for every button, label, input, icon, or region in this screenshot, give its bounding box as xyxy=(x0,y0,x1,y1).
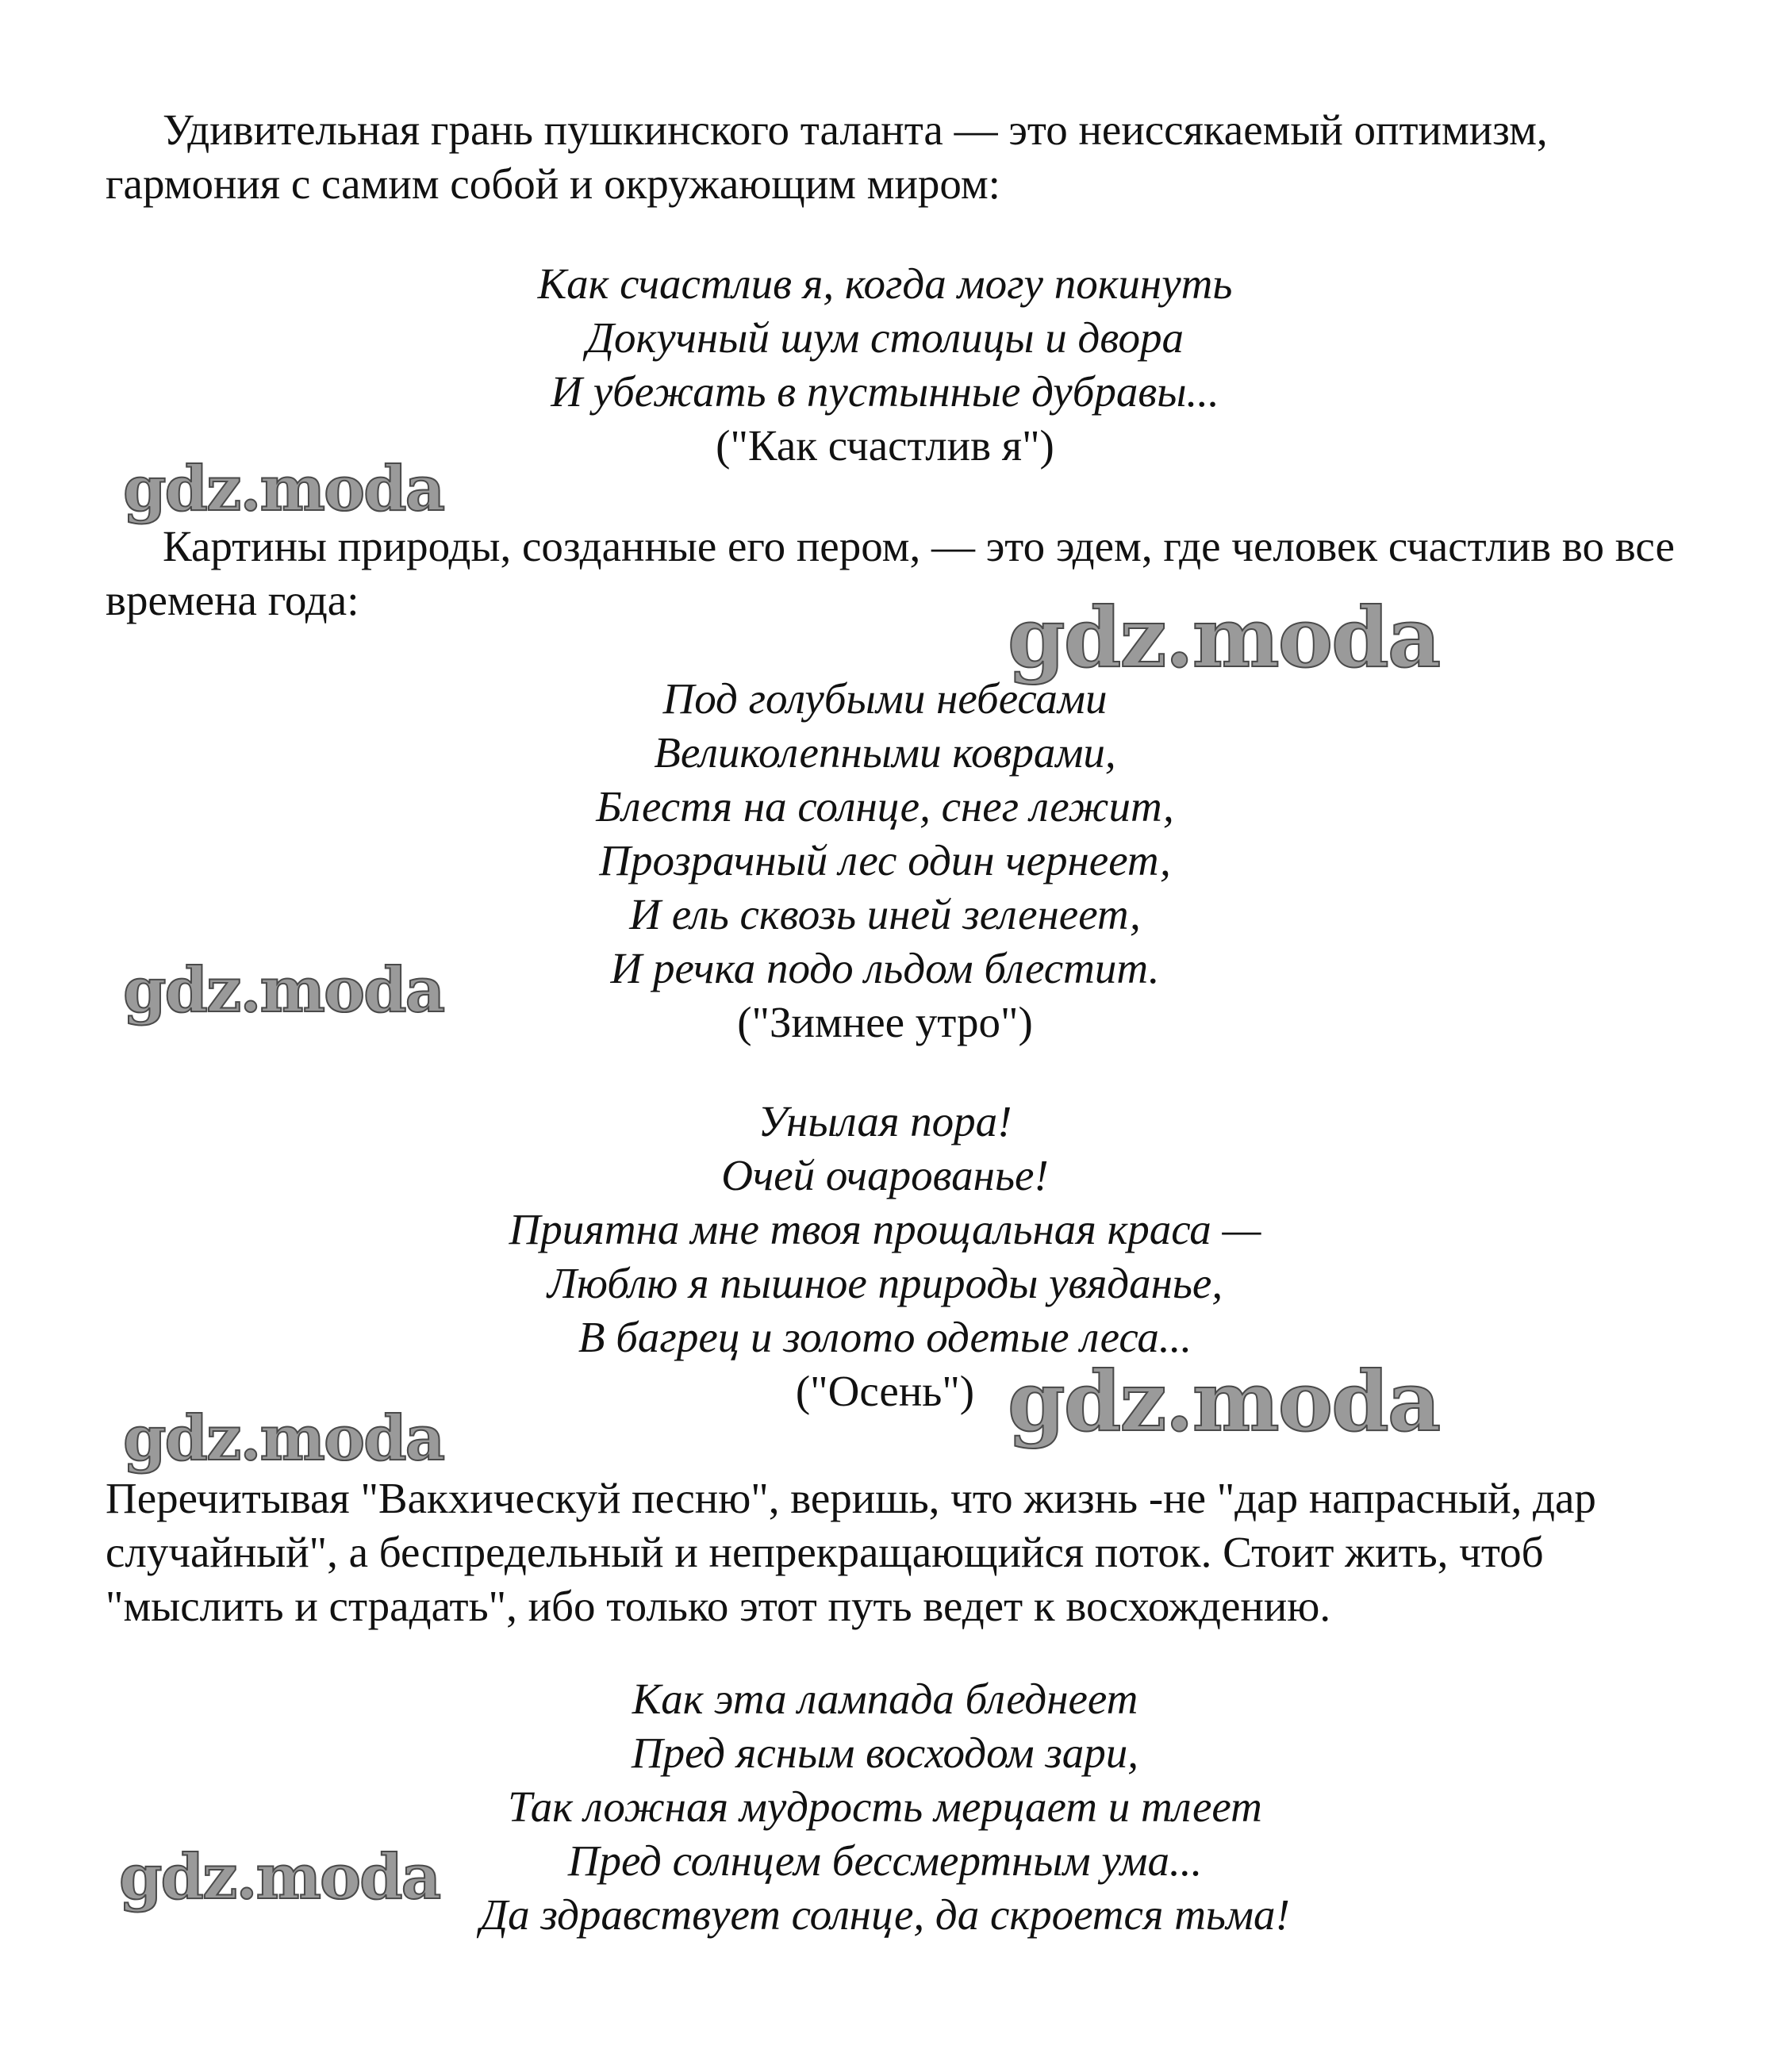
verse-line: Как эта лампада бледнеет xyxy=(632,1675,1138,1723)
verse-title: ("Как счастлив я") xyxy=(716,421,1054,470)
verse-line: Под голубыми небесами xyxy=(662,674,1108,723)
watermark: gdz.moda xyxy=(1008,589,1440,686)
verse-line: Приятна мне твоя прощальная краса — xyxy=(509,1205,1261,1253)
verse-line: Пред солнцем бессмертным ума... xyxy=(567,1836,1203,1885)
verse-title: ("Зимнее утро") xyxy=(737,998,1033,1046)
verse-line: И речка подо льдом блестит. xyxy=(610,944,1160,992)
watermark: gdz.moda xyxy=(123,954,444,1026)
verse-title: ("Осень") xyxy=(795,1367,975,1415)
verse-line: Унылая пора! xyxy=(758,1097,1012,1145)
verse-line: Блестя на солнце, снег лежит, xyxy=(596,782,1174,831)
verse-line: В багрец и золото одетые леса... xyxy=(578,1313,1192,1361)
watermark: gdz.moda xyxy=(123,453,444,525)
paragraph-intro: Удивительная грань пушкинского таланта — это неиссякаемый оптимизм, гармония с самим собой и окружающим миром: xyxy=(106,106,1548,208)
verse-osen xyxy=(0,1095,1770,1418)
verse-line: Великолепными коврами, xyxy=(654,728,1116,777)
verse-kak-schastliv xyxy=(0,257,1770,473)
verse-line: Докучный шум столицы и двора xyxy=(586,313,1184,362)
watermark: gdz.moda xyxy=(1008,1353,1440,1450)
verse-line: Люблю я пышное природы увяданье, xyxy=(547,1259,1223,1307)
verse-line: Да здравствует солнце, да скроется тьма! xyxy=(480,1890,1290,1939)
verse-line: Очей очарованье! xyxy=(721,1151,1049,1199)
paragraph-nature: Картины природы, созданные его пером, — это эдем, где человек счастлив во все времена года: xyxy=(106,522,1675,624)
paragraph-vakhicheskaya: Перечитывая "Вакхическуй песню", веришь, что жизнь -не "дар напрасный, дар случайный", а беспредельный и непрекращающийся поток. Стоит жить, чтоб "мыслить и страдать", ибо только этот путь ведет к восхождению. xyxy=(106,1474,1596,1630)
watermark: gdz.moda xyxy=(123,1402,444,1475)
verse-line: Как счастлив я, когда могу покинуть xyxy=(537,259,1233,308)
verse-line: Так ложная мудрость мерцает и тлеет xyxy=(508,1782,1262,1831)
verse-line: И ель сквозь иней зеленеет, xyxy=(629,890,1141,938)
verse-line: Прозрачный лес один чернеет, xyxy=(599,836,1171,884)
verse-line: Пред ясным восходом зари, xyxy=(631,1729,1139,1777)
verse-line: И убежать в пустынные дубравы... xyxy=(551,367,1219,416)
watermark: gdz.moda xyxy=(119,1841,440,1913)
